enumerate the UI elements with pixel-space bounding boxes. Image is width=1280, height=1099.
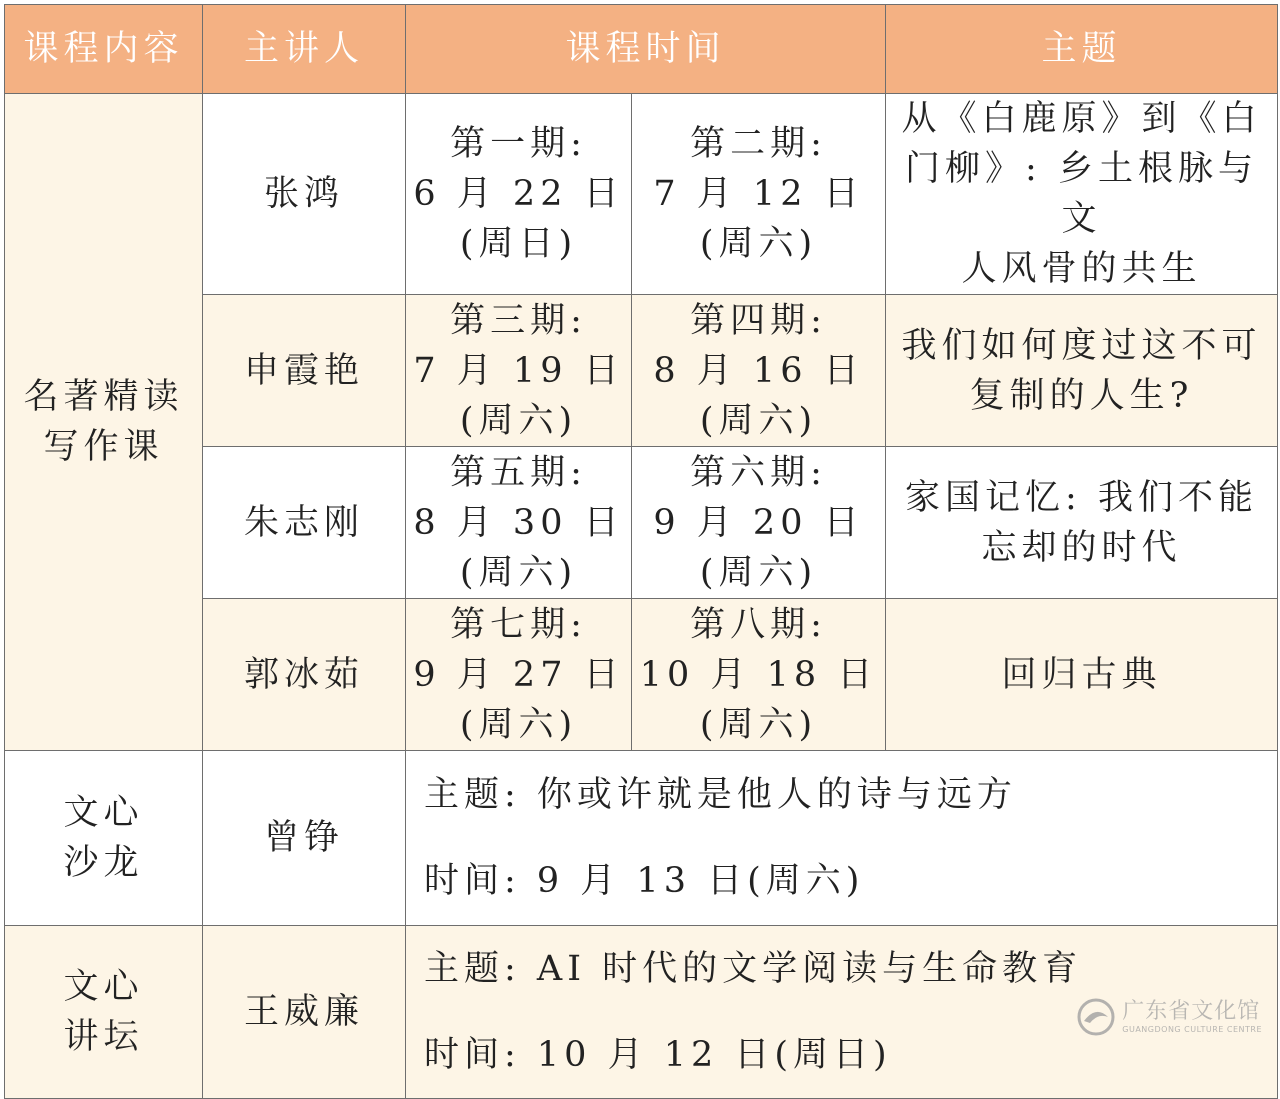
session-weekday: (周日) (459, 224, 578, 264)
session-date: 7 月 12 日 (653, 174, 864, 214)
group-salon-line2: 沙龙 (63, 843, 144, 883)
topic-cell (886, 447, 1278, 599)
watermark-cn: 广东省文化馆 (1122, 998, 1261, 1024)
speaker-cell: 朱志刚 (203, 447, 406, 599)
session-date: 8 月 16 日 (653, 350, 864, 391)
group-cell-main (5, 94, 203, 751)
group-salon-line1: 文心 (63, 793, 144, 833)
session-period: 第三期: (450, 300, 587, 341)
session-cell (406, 295, 632, 447)
culture-centre-logo-icon (1076, 997, 1116, 1037)
session-cell (406, 447, 632, 599)
session-date: 10 月 18 日 (639, 654, 878, 695)
topic-line: 人风骨的共生 (961, 249, 1202, 289)
header-course-content: 课程内容 (5, 5, 203, 94)
session-cell (406, 599, 632, 751)
session-date: 8 月 30 日 (413, 502, 624, 543)
topic-line: 复制的人生? (969, 375, 1194, 416)
group-main-line2: 写作课 (43, 427, 164, 467)
session-weekday: (周六) (699, 224, 818, 264)
group-forum-line2: 讲坛 (63, 1017, 144, 1057)
group-cell-salon (5, 751, 203, 926)
session-cell (632, 295, 886, 447)
group-main-line1: 名著精读 (23, 377, 184, 417)
forum-topic: 主题: AI 时代的文学阅读与生命教育 (424, 949, 1083, 989)
session-period: 第四期: (690, 300, 827, 341)
watermark-en: GUANGDONG CULTURE CENTRE (1122, 1024, 1262, 1034)
salon-info-cell (406, 751, 1278, 926)
session-period: 第一期: (450, 124, 587, 164)
watermark-text (1122, 998, 1262, 1034)
session-period: 第五期: (450, 452, 587, 493)
session-date: 6 月 22 日 (413, 174, 624, 214)
session-period: 第七期: (450, 604, 587, 645)
topic-line: 门柳》: 乡土根脉与文 (905, 149, 1258, 239)
speaker-cell: 张鸿 (203, 94, 406, 295)
session-weekday: (周六) (699, 400, 818, 441)
session-cell (406, 94, 632, 295)
session-period: 第二期: (690, 124, 827, 164)
group-forum-line1: 文心 (63, 967, 144, 1007)
forum-time: 时间: 10 月 12 日(周日) (424, 1035, 892, 1075)
speaker-cell: 曾铮 (203, 751, 406, 926)
speaker-cell: 申霞艳 (203, 295, 406, 447)
topic-line: 我们如何度过这不可 (901, 325, 1262, 366)
header-course-time: 课程时间 (406, 5, 886, 94)
topic-line: 从《白鹿原》到《白 (901, 99, 1262, 139)
table-header-row (5, 5, 1278, 94)
session-period: 第六期: (690, 452, 827, 493)
session-date: 9 月 20 日 (653, 502, 864, 543)
session-date: 7 月 19 日 (413, 350, 624, 391)
topic-cell (886, 94, 1278, 295)
salon-topic: 主题: 你或许就是他人的诗与远方 (424, 775, 1017, 815)
topic-cell: 回归古典 (886, 599, 1278, 751)
session-weekday: (周六) (459, 400, 578, 441)
speaker-cell: 郭冰茹 (203, 599, 406, 751)
table-row-salon (5, 751, 1278, 926)
header-topic: 主题 (886, 5, 1278, 94)
spacer (424, 820, 1277, 856)
schedule-table (4, 4, 1278, 1099)
topic-line: 家国记忆: 我们不能 (905, 477, 1258, 518)
session-period: 第八期: (690, 604, 827, 645)
topic-cell (886, 295, 1278, 447)
session-weekday: (周六) (699, 704, 818, 745)
session-cell (632, 94, 886, 295)
group-cell-forum (5, 926, 203, 1099)
session-date: 9 月 27 日 (413, 654, 624, 695)
speaker-cell: 王威廉 (203, 926, 406, 1099)
session-weekday: (周六) (699, 552, 818, 593)
salon-time: 时间: 9 月 13 日(周六) (424, 861, 865, 901)
session-cell (632, 599, 886, 751)
topic-line: 忘却的时代 (981, 527, 1182, 568)
table-row (5, 94, 1278, 295)
header-speaker: 主讲人 (203, 5, 406, 94)
session-cell (632, 447, 886, 599)
session-weekday: (周六) (459, 704, 578, 745)
watermark (1076, 997, 1262, 1037)
session-weekday: (周六) (459, 552, 578, 593)
